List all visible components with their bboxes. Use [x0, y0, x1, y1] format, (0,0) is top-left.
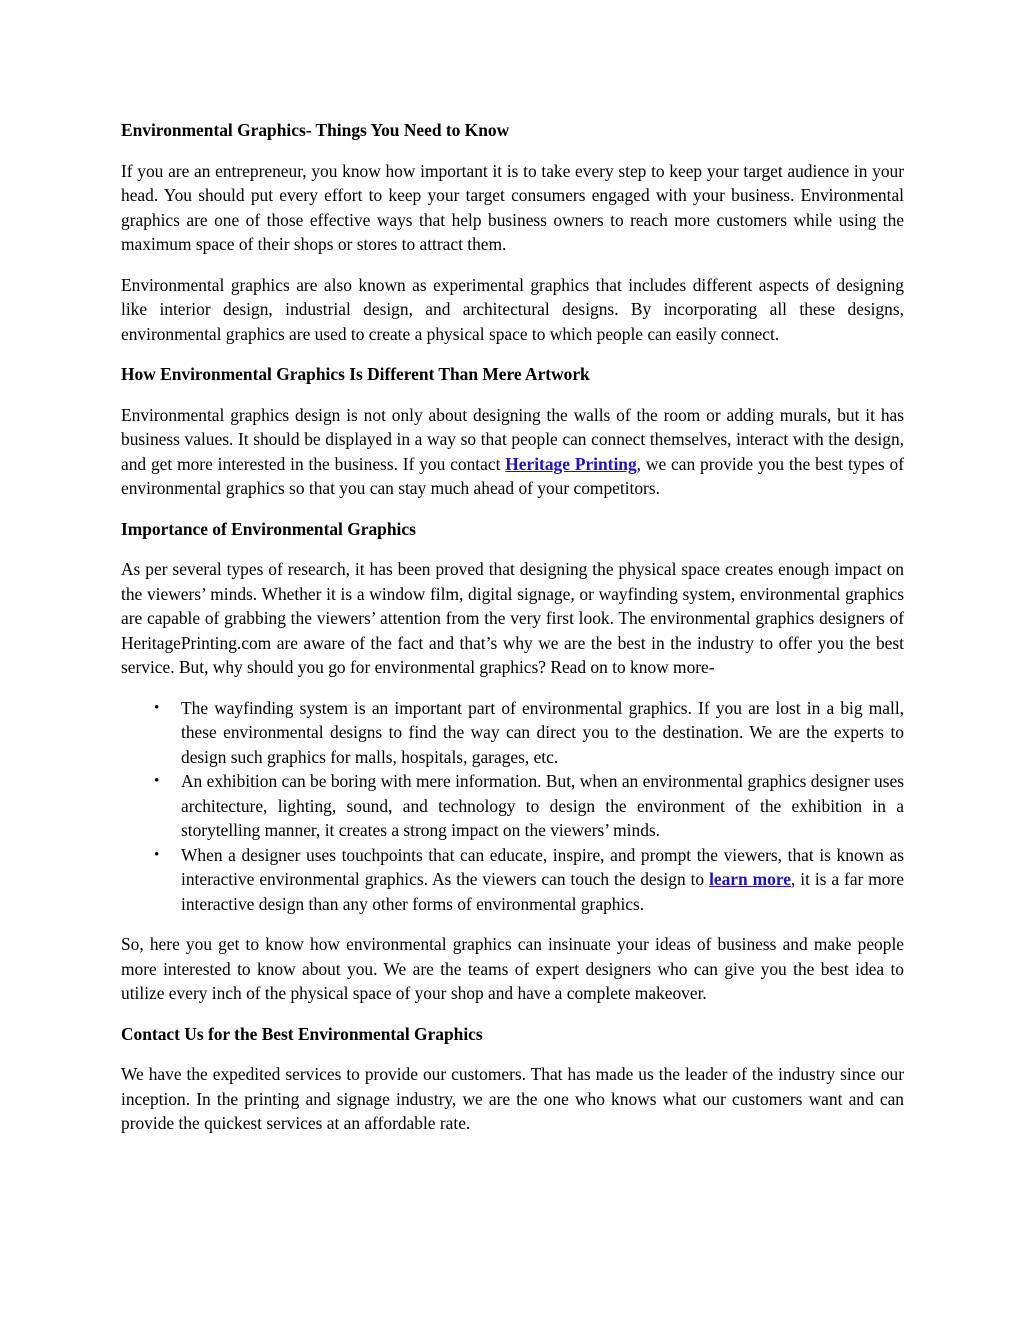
- contact-paragraph: We have the expedited services to provide our customers. That has made us the leader of the industry since our inception. In the printing and signage industry, we are the one who knows what our customers want and can provide the quickest services at an affordable rate.: [121, 1064, 904, 1133]
- document-title: Environmental Graphics- Things You Need to Know: [121, 120, 510, 140]
- heritage-printing-link[interactable]: Heritage Printing: [505, 453, 637, 474]
- list-item: [154, 769, 904, 843]
- bullet-text-interactive-after: , it is a far more interactive design than any other forms of environmental graphics.: [181, 869, 905, 914]
- document-page: [121, 118, 904, 1152]
- difference-paragraph: [121, 403, 904, 501]
- difference-text-before: Environmental graphics design is not only about designing the walls of the room or adding murals, but it has business values. It should be displayed in a way so that people can connect themselves, interact with the design, and get more interested in the business. If you contact: [121, 404, 904, 474]
- intro-paragraph: If you are an entrepreneur, you know how important it is to take every step to keep your target audience in your head. You should put every effort to keep your target consumers engaged with your business. Environmental graphics are one of those effective ways that help business owners to reach more customers while using the maximum space of their shops or stores to attract them.: [121, 160, 904, 254]
- list-item: [154, 696, 904, 770]
- definition-paragraph: Environmental graphics are also known as experimental graphics that includes different aspects of designing like interior design, industrial design, and architectural designs. By incorporating all these designs, environmental graphics are used to create a physical space to which people can easily connect.: [121, 274, 904, 344]
- list-item: [154, 843, 905, 917]
- section-heading-difference: How Environmental Graphics Is Different Than Mere Artwork: [121, 364, 590, 384]
- benefits-list: [121, 696, 904, 917]
- bullet-icon: •: [154, 846, 160, 863]
- importance-paragraph: As per several types of research, it has been proved that designing the physical space creates enough impact on the viewers’ minds. Whether it is a window film, digital signage, or wayfinding system, environmental graphics are capable of grabbing the viewers’ attention from the very first look. The environmental graphics designers of HeritagePrinting.com are aware of the fact and that’s why we are the best in the industry to offer you the best service. But, why should you go for environmental graphics? Read on to know more-: [121, 559, 904, 677]
- bullet-text-interactive-before: When a designer uses touchpoints that can educate, inspire, and prompt the viewers, that is known as interactive environmental graphics. As the viewers can touch the design to: [181, 844, 904, 889]
- section-heading-importance: Importance of Environmental Graphics: [121, 518, 416, 539]
- section-heading-contact: Contact Us for the Best Environmental Graphics: [121, 1023, 483, 1044]
- bullet-icon: •: [154, 699, 160, 716]
- learn-more-link[interactable]: learn more: [709, 869, 791, 889]
- bullet-icon: •: [154, 773, 160, 789]
- difference-text-after: , we can provide you the best types of environmental graphics so that you can stay much ahead of your competitors.: [121, 453, 904, 498]
- summary-paragraph: So, here you get to know how environmental graphics can insinuate your ideas of business and make people more interested to know about you. We are the teams of expert designers who can give you the best idea to utilize every inch of the physical space of your shop and have a complete makeover.: [121, 934, 904, 1003]
- bullet-text-exhibition: An exhibition can be boring with mere information. But, when an environmental graphics designer uses architecture, lighting, sound, and technology to design the environment of the exhibition in a storytelling manner, it creates a strong impact on the viewers’ minds.: [181, 771, 904, 840]
- bullet-text-wayfinding: The wayfinding system is an important part of environmental graphics. If you are lost in a big mall, these environmental designs to find the way can direct you to the destination. We are the experts to design such graphics for malls, hospitals, garages, etc.: [181, 697, 904, 767]
